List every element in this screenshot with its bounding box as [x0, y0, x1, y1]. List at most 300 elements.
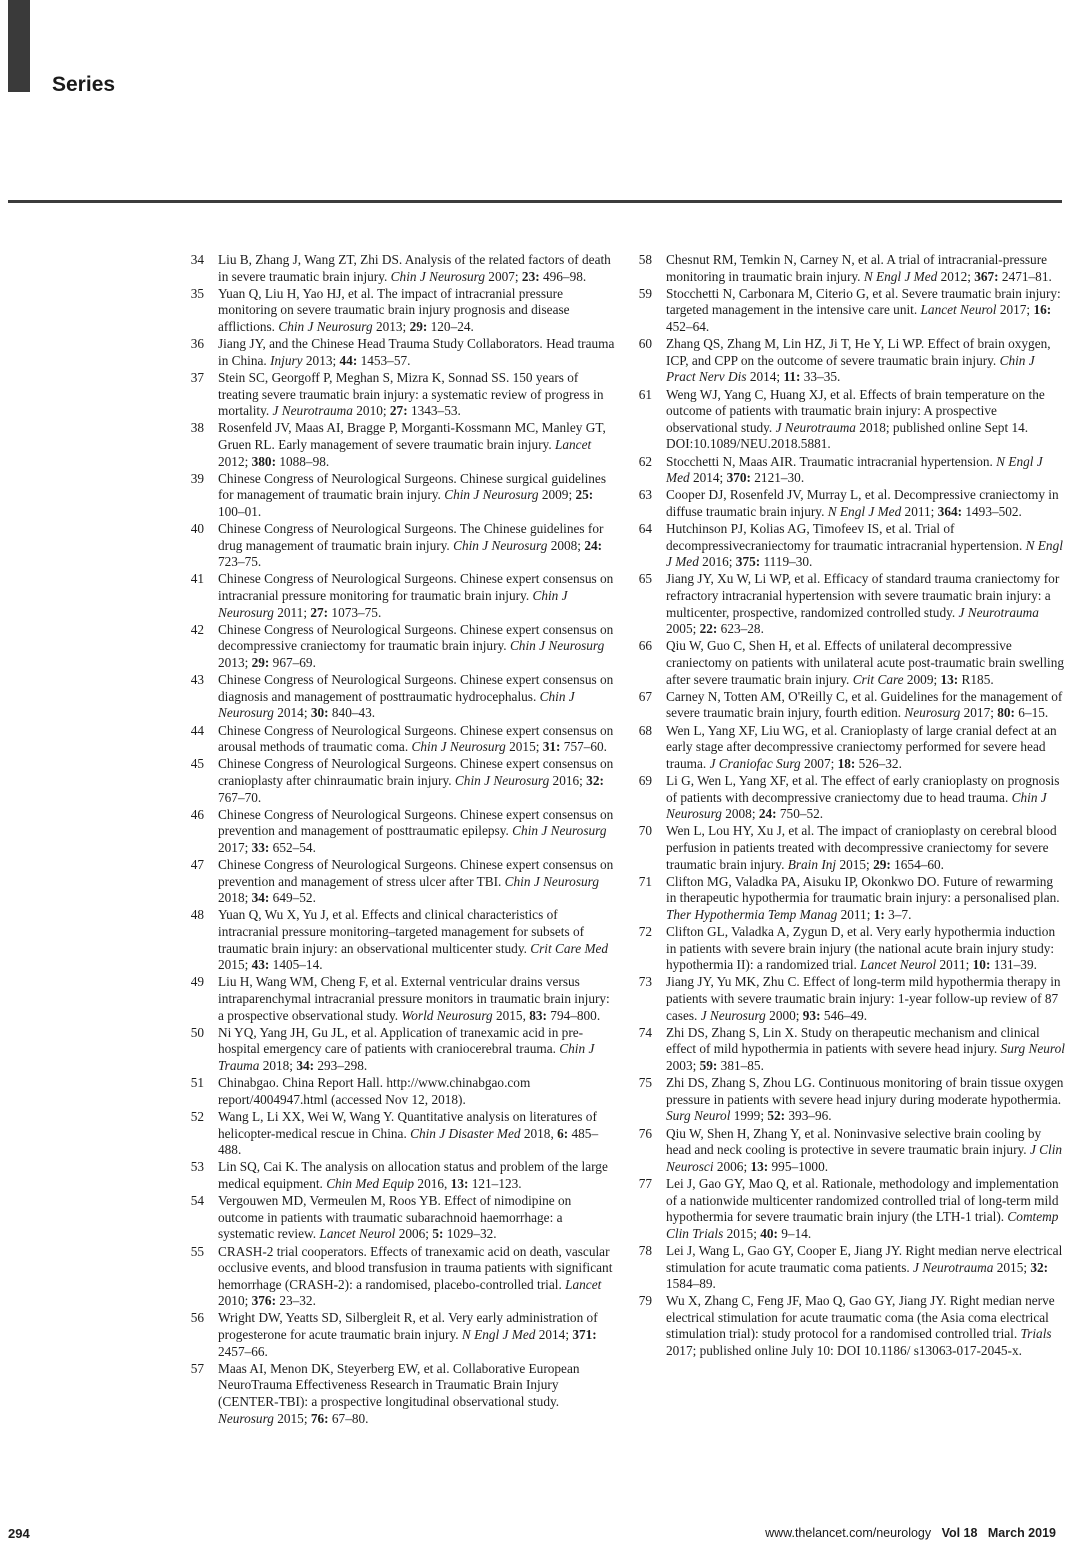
reference-citation: Stein SC, Georgoff P, Meghan S, Mizra K, Sonnad SS. 150 years of treating severe traumatic brain injury: a systematic review of progress in mortality.	[218, 369, 604, 419]
reference-journal: Lancet Neurol	[319, 1226, 396, 1242]
reference-number: 35	[190, 285, 204, 301]
reference-year: 2007;	[484, 268, 522, 284]
reference-citation: CRASH-2 trial cooperators. Effects of tranexamic acid on death, vascular occlusive events, and blood transfusion in trauma patients with significant hemorrhage (CRASH-2): a randomised, placebo-controlled trial.	[218, 1243, 613, 1292]
reference-item	[626, 1075, 1066, 1125]
reference-text	[218, 807, 618, 857]
reference-pages: 652–54.	[269, 839, 316, 855]
reference-volume: 364:	[937, 503, 963, 519]
reference-volume: 13:	[450, 1175, 469, 1191]
reference-pages: 1343–53.	[407, 403, 461, 419]
reference-volume: 33:	[251, 839, 270, 855]
reference-number: 74	[638, 1024, 652, 1040]
reference-text	[666, 723, 1066, 773]
reference-item	[178, 756, 618, 806]
reference-item	[178, 907, 618, 973]
reference-journal: N Engl J Med	[666, 453, 1043, 486]
reference-volume: 80:	[997, 705, 1015, 721]
reference-year: 2015;	[273, 1410, 311, 1426]
reference-pages: 1119–30.	[760, 554, 813, 570]
reference-citation: Cooper DJ, Rosenfeld JV, Murray L, et al. Decompressive craniectomy in diffuse traumatic brain injury.	[666, 487, 1059, 519]
reference-volume: 10:	[972, 957, 991, 973]
reference-journal: Surg Neurol	[666, 1108, 731, 1124]
reference-year: 2014;	[689, 470, 727, 486]
reference-number: 46	[190, 806, 204, 822]
reference-year: 2011;	[901, 503, 938, 519]
reference-number: 63	[638, 487, 652, 503]
reference-citation: Wright DW, Yeatts SD, Silbergleit R, et al. Very early administration of progesterone for acute traumatic brain injury.	[218, 1310, 598, 1343]
reference-number: 36	[190, 336, 204, 352]
reference-volume: 13:	[940, 671, 959, 687]
reference-text	[218, 723, 618, 756]
page-number: 294	[8, 1526, 30, 1541]
reference-text	[218, 1310, 618, 1360]
reference-number: 34	[190, 252, 204, 267]
reference-text	[666, 924, 1066, 974]
reference-pages: 995–1000.	[768, 1158, 829, 1174]
reference-text	[666, 286, 1066, 336]
reference-number: 39	[190, 470, 204, 486]
reference-citation: Chinese Congress of Neurological Surgeons. Chinese expert consensus on intracranial pressure monitoring for traumatic brain injury.	[218, 571, 614, 604]
reference-volume: 29:	[409, 318, 428, 334]
header-rule	[8, 200, 1062, 203]
reference-citation: Ni YQ, Yang JH, Gu JL, et al. Application of tranexamic acid in pre-hospital emergency care of patients with craniocerebral trauma.	[218, 1024, 584, 1057]
reference-text	[218, 252, 618, 285]
reference-number: 52	[190, 1108, 204, 1124]
reference-item	[178, 286, 618, 336]
reference-number: 45	[190, 756, 204, 772]
reference-journal: Injury	[270, 352, 303, 368]
reference-citation: Wang L, Li XX, Wei W, Wang Y. Quantitative analysis on literatures of helicopter-medical rescue in China.	[218, 1108, 597, 1141]
reference-year: 2013;	[302, 352, 340, 368]
reference-year: 2014;	[746, 369, 784, 385]
reference-number: 55	[190, 1243, 204, 1259]
reference-number: 78	[638, 1242, 652, 1258]
reference-journal: N Engl J Med	[461, 1327, 536, 1343]
reference-volume: 11:	[783, 369, 801, 385]
reference-year: 2007;	[800, 755, 838, 771]
reference-citation: Weng WJ, Yang C, Huang XJ, et al. Effects of brain temperature on the outcome of patients with traumatic brain injury: A prospective observational study.	[666, 386, 1045, 435]
reference-pages: 1584–89.	[666, 1276, 716, 1292]
reference-journal: J Neurotrauma	[913, 1259, 994, 1275]
reference-citation: Zhi DS, Zhang S, Lin X. Study on therapeutic mechanism and clinical effect of mild hypothermia in patients with severe head injury.	[666, 1024, 1040, 1057]
reference-journal: Lancet Neurol	[860, 957, 937, 973]
reference-year: 2015;	[993, 1259, 1031, 1275]
reference-number: 40	[190, 521, 204, 537]
reference-item	[178, 723, 618, 756]
reference-citation: Lin SQ, Cai K. The analysis on allocation status and problem of the large medical equipment.	[218, 1159, 608, 1191]
reference-year: 2008;	[721, 806, 759, 822]
reference-year: 2011;	[837, 906, 874, 922]
reference-journal: Chin J Neurosurg	[454, 772, 550, 788]
reference-number: 56	[190, 1310, 204, 1326]
reference-number: 47	[190, 857, 204, 873]
reference-volume: 43:	[251, 957, 270, 973]
reference-number: 38	[190, 420, 204, 436]
reference-pages: 546–49.	[820, 1007, 868, 1023]
reference-number: 51	[190, 1075, 204, 1091]
reference-text	[218, 521, 618, 571]
reference-text	[666, 1075, 1066, 1125]
reference-citation: Clifton GL, Valadka A, Zygun D, et al. Very early hypothermia induction in patients with severe brain injury (the national acute brain injury study: hypothermia II): a randomized trial.	[666, 924, 1056, 973]
reference-citation: Chinese Congress of Neurological Surgeons. Chinese expert consensus on prevention and management of posttraumatic epilepsy.	[218, 806, 614, 839]
reference-citation: Qiu W, Guo C, Shen H, et al. Effects of unilateral decompressive craniectomy on patients with unilateral acute post-traumatic brain swelling after severe traumatic brain injury.	[666, 638, 1065, 687]
reference-number: 60	[638, 336, 652, 352]
reference-item	[626, 773, 1066, 823]
reference-item	[626, 638, 1066, 688]
reference-pages: 381–85.	[717, 1058, 764, 1073]
reference-item	[178, 672, 618, 722]
reference-citation: Yuan Q, Wu X, Yu J, et al. Effects and clinical characteristics of intracranial pressure monitoring–targeted management for subsets of traumatic brain injury: an observational multicenter study.	[218, 907, 585, 956]
reference-pages: 1088–98.	[276, 453, 330, 469]
reference-year: 2015;	[723, 1225, 761, 1241]
reference-volume: 1:	[873, 906, 885, 922]
reference-text	[218, 857, 618, 907]
reference-citation: Chinese Congress of Neurological Surgeons. Chinese expert consensus on decompressive craniectomy for traumatic brain injury.	[218, 621, 614, 654]
reference-text	[666, 974, 1066, 1024]
reference-citation: Wu X, Zhang C, Feng JF, Mao Q, Gao GY, Jiang JY. Right median nerve electrical stimulation for acute traumatic coma (the Asia coma electrical stimulation trial): study protocol for a randomised controlled trial.	[666, 1293, 1055, 1342]
reference-volume: 44:	[339, 352, 358, 368]
reference-number: 50	[190, 1024, 204, 1040]
reference-year: 2011;	[936, 957, 973, 973]
reference-volume: 25:	[575, 487, 594, 503]
reference-citation: Jiang JY, Xu W, Li WP, et al. Efficacy of standard trauma craniectomy for refractory intracranial hypertension with severe traumatic brain injury: a multicenter, prospective, randomized controlled study.	[666, 571, 1060, 620]
reference-journal: Chin J Neurosurg	[666, 789, 1047, 822]
reference-item	[178, 1025, 618, 1075]
reference-journal: J Clin Neurosci	[666, 1142, 1063, 1174]
reference-pages: 757–60.	[560, 739, 608, 755]
reference-text	[218, 420, 618, 470]
reference-citation: Chinese Congress of Neurological Surgeons. Chinese expert consensus on arousal methods of traumatic coma.	[218, 722, 614, 755]
reference-text	[666, 252, 1066, 285]
reference-journal: Chin J Neurosurg	[218, 588, 568, 620]
reference-number: 69	[638, 772, 652, 788]
reference-volume: 367:	[974, 268, 999, 284]
reference-item	[178, 1244, 618, 1310]
reference-year: 2000;	[765, 1007, 803, 1023]
reference-pages: 723–75.	[218, 554, 262, 570]
reference-citation: Chinese Congress of Neurological Surgeons. Chinese expert consensus on prevention and management of stress ulcer after TBI.	[218, 857, 614, 889]
reference-text	[666, 1293, 1066, 1359]
reference-text	[218, 286, 618, 336]
reference-item	[626, 723, 1066, 773]
reference-journal: J Neurotrauma	[272, 403, 353, 419]
reference-number: 77	[638, 1175, 652, 1191]
reference-volume: 93:	[802, 1007, 821, 1023]
reference-item	[626, 252, 1066, 285]
reference-journal: Lancet	[554, 436, 592, 452]
reference-citation: Wen L, Yang XF, Liu WG, et al. Cranioplasty of large cranial defect at an early stage after decompressive craniectomy performed for severe head trauma.	[666, 722, 1057, 771]
reference-item	[626, 336, 1066, 386]
reference-year: 2010;	[352, 403, 390, 419]
reference-number: 62	[638, 453, 652, 469]
reference-text	[218, 1244, 618, 1310]
reference-number: 70	[638, 823, 652, 839]
reference-pages: 767–70.	[218, 789, 262, 805]
reference-pages: 3–7.	[884, 906, 912, 922]
reference-volume: 83:	[529, 1007, 547, 1023]
section-marker-bar	[8, 0, 30, 92]
reference-citation: Qiu W, Shen H, Zhang Y, et al. Noninvasive selective brain cooling by head and neck cooling is protective in severe traumatic brain injury.	[666, 1125, 1042, 1158]
reference-number: 58	[638, 252, 652, 267]
reference-citation: Chinese Congress of Neurological Surgeons. Chinese expert consensus on diagnosis and management of posttraumatic hydrocephalus.	[218, 672, 614, 704]
reference-item	[178, 622, 618, 672]
reference-text	[218, 1361, 618, 1427]
reference-year: 2009;	[903, 671, 941, 687]
reference-number: 65	[638, 571, 652, 587]
footer-website[interactable]: www.thelancet.com/neurology	[765, 1526, 932, 1540]
reference-item	[626, 1126, 1066, 1176]
reference-year: 2009;	[538, 487, 576, 503]
reference-text	[218, 471, 618, 521]
reference-text	[666, 571, 1066, 637]
reference-item	[178, 471, 618, 521]
reference-year: 2016,	[414, 1175, 451, 1191]
reference-text	[666, 638, 1066, 688]
reference-pages: 1453–57.	[357, 352, 411, 368]
reference-journal: Neurosurg	[904, 705, 961, 721]
reference-journal: Lancet Neurol	[920, 302, 997, 318]
reference-journal: J Neurotrauma	[958, 604, 1039, 620]
references-column-right	[626, 252, 1066, 1360]
reference-pages: 750–52.	[776, 806, 824, 822]
reference-number: 37	[190, 369, 204, 385]
reference-year: 2015;	[218, 957, 252, 973]
reference-text	[218, 974, 618, 1024]
reference-text	[666, 689, 1066, 722]
reference-item	[178, 1361, 618, 1427]
reference-number: 42	[190, 621, 204, 637]
reference-year: 2017; published online July 10: DOI 10.1186/ s13063-017-2045-x.	[666, 1343, 1022, 1359]
reference-text	[666, 773, 1066, 823]
reference-year: 2006;	[713, 1158, 751, 1174]
reference-item	[178, 336, 618, 369]
reference-volume: 27:	[310, 604, 329, 620]
reference-journal: J Neurotrauma	[775, 419, 856, 435]
reference-item	[626, 823, 1066, 873]
reference-year: 2015;	[836, 856, 874, 872]
reference-volume: 371:	[572, 1327, 597, 1343]
reference-text	[218, 571, 618, 621]
reference-pages: 121–123.	[468, 1175, 522, 1191]
reference-citation: Chesnut RM, Temkin N, Carney N, et al. A trial of intracranial-pressure monitoring in traumatic brain injury.	[666, 252, 1048, 284]
reference-citation: Yuan Q, Liu H, Yao HJ, et al. The impact of intracranial pressure monitoring on severe traumatic brain injury prognosis and disease afflictions.	[218, 285, 570, 334]
reference-volume: 6:	[557, 1125, 569, 1141]
reference-journal: Surg Neurol	[1000, 1041, 1065, 1057]
reference-volume: 32:	[1030, 1259, 1049, 1275]
reference-item	[178, 420, 618, 470]
reference-item	[626, 689, 1066, 722]
reference-volume: 23:	[521, 268, 540, 284]
reference-text	[218, 622, 618, 672]
reference-number: 73	[638, 974, 652, 990]
reference-volume: 52:	[767, 1108, 786, 1124]
reference-citation: Lei J, Wang L, Gao GY, Cooper E, Jiang JY. Right median nerve electrical stimulation for acute traumatic coma patients.	[666, 1242, 1063, 1275]
reference-text	[218, 336, 618, 369]
reference-volume: 370:	[726, 470, 751, 486]
reference-citation: Lei J, Gao GY, Mao Q, et al. Rationale, methodology and implementation of a nationwide multicenter randomized controlled trial of long-term mild hypothermia for severe traumatic brain injury (the LTH-1 trial).	[666, 1175, 1059, 1225]
reference-text	[666, 1243, 1066, 1293]
reference-text	[218, 756, 618, 806]
reference-citation: Jiang JY, and the Chinese Head Trauma Study Collaborators. Head trauma in China.	[218, 336, 615, 368]
reference-text	[218, 907, 618, 973]
reference-pages: R185.	[958, 671, 994, 687]
reference-journal: Chin Med Equip	[326, 1175, 415, 1191]
reference-text	[218, 1193, 618, 1243]
reference-volume: 59:	[699, 1058, 718, 1073]
reference-citation: Vergouwen MD, Vermeulen M, Roos YB. Effect of nimodipine on outcome in patients with traumatic subarachnoid haemorrhage: a systematic review.	[218, 1193, 572, 1242]
reference-pages: 623–28.	[717, 621, 764, 637]
reference-number: 54	[190, 1193, 204, 1209]
reference-number: 44	[190, 722, 204, 738]
reference-text	[666, 823, 1066, 873]
reference-text	[666, 454, 1066, 487]
reference-year: 2016;	[698, 554, 736, 570]
reference-text	[666, 336, 1066, 386]
reference-number: 66	[638, 638, 652, 654]
reference-volume: 31:	[542, 739, 561, 755]
reference-year: 2010;	[218, 1293, 252, 1309]
reference-text	[666, 487, 1066, 520]
references-column-left	[178, 252, 618, 1428]
reference-citation: Zhi DS, Zhang S, Zhou LG. Continuous monitoring of brain tissue oxygen pressure in patients with severe head injury during moderate hypothermia.	[666, 1075, 1064, 1107]
reference-journal: Chin J Neurosurg	[444, 487, 539, 503]
reference-item	[626, 874, 1066, 924]
reference-journal: N Engl J Med	[666, 537, 1063, 570]
reference-journal: Chin J Neurosurg	[453, 537, 548, 553]
reference-journal: Chin J Neurosurg	[390, 268, 485, 284]
reference-pages: 649–52.	[269, 890, 316, 906]
reference-volume: 27:	[389, 403, 408, 419]
reference-number: 67	[638, 688, 652, 704]
reference-pages: 526–32.	[855, 755, 902, 771]
reference-pages: 1654–60.	[890, 856, 944, 872]
reference-year: 2017;	[218, 839, 252, 855]
reference-citation: Jiang JY, Yu MK, Zhu C. Effect of long-term mild hypothermia therapy in patients with severe traumatic brain injury: 1-year follow-up review of 87 cases.	[666, 974, 1061, 1023]
reference-journal: Brain Inj	[787, 856, 837, 872]
reference-item	[626, 487, 1066, 520]
reference-number: 41	[190, 571, 204, 587]
reference-citation: Chinese Congress of Neurological Surgeons. Chinese expert consensus on cranioplasty after chinraumatic brain injury.	[218, 756, 614, 788]
reference-volume: 376:	[251, 1293, 276, 1309]
footer-volume: Vol 18	[941, 1526, 978, 1540]
reference-pages: 2471–81.	[998, 268, 1052, 284]
reference-pages: 6–15.	[1014, 705, 1049, 721]
reference-year: 2018,	[520, 1125, 558, 1141]
reference-item	[626, 521, 1066, 571]
reference-pages: 840–43.	[328, 705, 376, 721]
reference-journal: Chin J Neurosurg	[509, 638, 605, 654]
reference-year: 2013;	[218, 655, 252, 670]
reference-item	[178, 1310, 618, 1360]
reference-pages: 1405–14.	[269, 957, 323, 973]
reference-citation: Hutchinson PJ, Kolias AG, Timofeev IS, et al. Trial of decompressivecraniectomy for traumatic intracranial hypertension.	[666, 521, 1026, 553]
reference-text	[666, 521, 1066, 571]
reference-volume: 30:	[310, 705, 329, 721]
reference-item	[178, 1075, 618, 1108]
reference-volume: 18:	[837, 755, 856, 771]
reference-pages: 23–32.	[276, 1293, 316, 1309]
reference-citation: Chinese Congress of Neurological Surgeons. The Chinese guidelines for drug management of traumatic brain injury.	[218, 521, 604, 553]
reference-journal: Lancet	[565, 1276, 602, 1292]
reference-year: 2012;	[218, 453, 252, 469]
reference-pages: 393–96.	[785, 1108, 832, 1124]
reference-text	[666, 1176, 1066, 1242]
reference-journal: Comtemp Clin Trials	[666, 1209, 1059, 1241]
reference-text	[666, 387, 1066, 453]
reference-item	[178, 252, 618, 285]
reference-item	[178, 807, 618, 857]
reference-text	[666, 874, 1066, 924]
reference-volume: 76:	[310, 1410, 329, 1426]
reference-text	[218, 1109, 618, 1159]
reference-number: 48	[190, 907, 204, 923]
reference-number: 59	[638, 285, 652, 301]
reference-journal: Neurosurg	[218, 1410, 274, 1426]
reference-journal: World Neurosurg	[401, 1007, 493, 1023]
reference-pages: 33–35.	[800, 369, 841, 385]
reference-pages: 100–01.	[218, 503, 262, 519]
reference-journal: J Craniofac Surg	[709, 755, 801, 771]
reference-item	[178, 370, 618, 420]
reference-pages: 2457–66.	[218, 1343, 268, 1359]
reference-pages: 131–39.	[990, 957, 1037, 973]
reference-pages: 9–14.	[777, 1225, 812, 1241]
reference-volume: 34:	[296, 1058, 315, 1073]
reference-volume: 24:	[758, 806, 777, 822]
reference-year: 1999;	[730, 1108, 768, 1124]
reference-number: 43	[190, 672, 204, 688]
reference-text	[666, 1126, 1066, 1176]
reference-citation: Liu H, Wang WM, Cheng F, et al. External ventricular drains versus intraparenchymal intracranial pressure monitors in traumatic brain injury: a prospective observational study.	[218, 974, 610, 1023]
reference-pages: 67–80.	[328, 1410, 369, 1426]
reference-number: 68	[638, 722, 652, 738]
reference-journal: Chin J Pract Nerv Dis	[666, 352, 1035, 385]
reference-year: 2005;	[666, 621, 700, 637]
reference-volume: 16:	[1033, 302, 1052, 318]
reference-year: 2006;	[395, 1226, 433, 1242]
reference-journal: N Engl J Med	[827, 503, 902, 519]
reference-journal: Chin J Neurosurg	[218, 688, 575, 721]
reference-item	[178, 521, 618, 571]
reference-pages: 496–98.	[539, 268, 587, 284]
reference-year: 2017;	[996, 302, 1034, 318]
reference-pages: 967–69.	[269, 655, 316, 670]
reference-journal: Chin J Disaster Med	[410, 1125, 521, 1141]
reference-text	[218, 672, 618, 722]
reference-volume: 29:	[251, 655, 270, 670]
reference-number: 75	[638, 1075, 652, 1091]
reference-year: 2003;	[666, 1058, 700, 1073]
reference-text	[218, 1025, 618, 1075]
reference-pages: 1073–75.	[328, 604, 382, 620]
reference-citation: Chinese Congress of Neurological Surgeons. Chinese surgical guidelines for management of traumatic brain injury.	[218, 470, 607, 503]
reference-journal: Ther Hypothermia Temp Manag	[666, 906, 838, 922]
reference-number: 76	[638, 1125, 652, 1141]
reference-citation: Carney N, Totten AM, O'Reilly C, et al. Guidelines for the management of severe traumatic brain injury, fourth edition.	[666, 688, 1063, 721]
reference-year: 2016;	[549, 772, 587, 788]
reference-pages: 485–488.	[218, 1125, 599, 1158]
reference-volume: 32:	[586, 772, 604, 788]
reference-journal: J Neurosurg	[700, 1007, 766, 1023]
reference-item	[626, 571, 1066, 637]
reference-journal: Chin J Trauma	[218, 1041, 595, 1073]
reference-year: 2013;	[372, 318, 410, 334]
reference-year: 2014;	[535, 1327, 573, 1343]
reference-item	[626, 387, 1066, 453]
reference-item	[178, 571, 618, 621]
reference-volume: 13:	[750, 1158, 769, 1174]
reference-pages: 293–298.	[314, 1058, 368, 1073]
